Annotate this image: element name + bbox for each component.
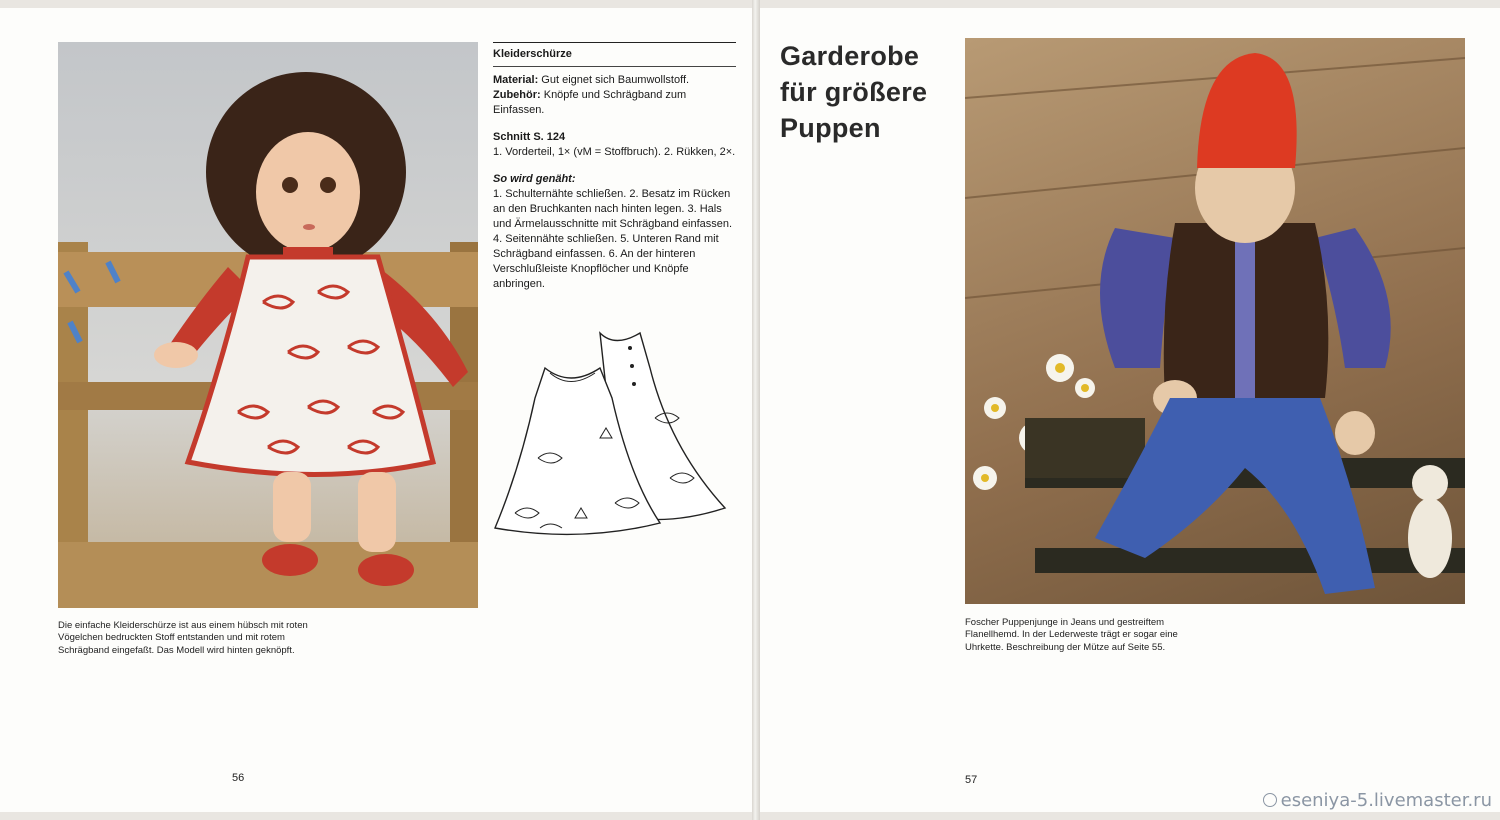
sewing-heading: So wird genäht: (493, 173, 576, 185)
doll-girl-illustration (58, 42, 478, 608)
photo-doll-boy (965, 38, 1465, 604)
section-title: Garderobe für größere Puppen (780, 41, 928, 143)
caption-left: Die einfache Kleiderschürze ist aus einem hübsch mit roten Vögelchen bedruckten Stoff entstanden und mit rotem Schrägband eingefaßt. Das Modell wird hinten geknöpft. (58, 620, 308, 656)
pattern-block (493, 130, 736, 160)
photo-doll-girl (58, 42, 478, 608)
zubehoer-text: Knöpfe und Schrägband zum Einfassen. (493, 89, 687, 116)
book-gutter (752, 0, 760, 820)
instructions-title: Kleiderschürze (493, 47, 736, 67)
page-number-right: 57 (965, 774, 978, 786)
doll-boy-illustration (965, 38, 1465, 604)
page-number-left: 56 (232, 772, 245, 784)
material-text: Gut eignet sich Baumwollstoff. (538, 74, 690, 86)
watermark-text: eseniya-5.livemaster.ru (1280, 790, 1492, 811)
caption-right: Foscher Puppenjunge in Jeans und gestreiftem Flanellhemd. In der Lederweste trägt er sogar eine Uhrkette. Beschreibung der Mütze auf Seite 55. (965, 617, 1178, 653)
pinafore-sketch (490, 328, 735, 540)
materials-block (493, 73, 736, 118)
watermark (1263, 790, 1492, 811)
watermark-logo-icon (1263, 793, 1277, 807)
material-label: Material: (493, 74, 539, 86)
page-right (760, 8, 1500, 812)
page-left (0, 8, 752, 812)
pattern-text: 1. Vorderteil, 1× (vM = Stoffbruch). 2. Rükken, 2×. (493, 146, 736, 158)
pattern-heading: Schnitt S. 124 (493, 131, 566, 143)
sewing-instructions (493, 42, 736, 304)
instructions-rule (493, 42, 736, 43)
sewing-block (493, 172, 736, 292)
zubehoer-label: Zubehör: (493, 89, 541, 101)
sewing-text: 1. Schulternähte schließen. 2. Besatz im Rücken an den Bruchkanten nach hinten legen. 3. Hals und Ärmelausschnitte mit Schrägband einfassen. 4. Seitennähte schließen. 5. Unteren Rand mit Schrägband einfassen. 6. An der hinteren Verschlußleiste Knopflöcher und Knöpfe anbringen. (493, 188, 733, 290)
